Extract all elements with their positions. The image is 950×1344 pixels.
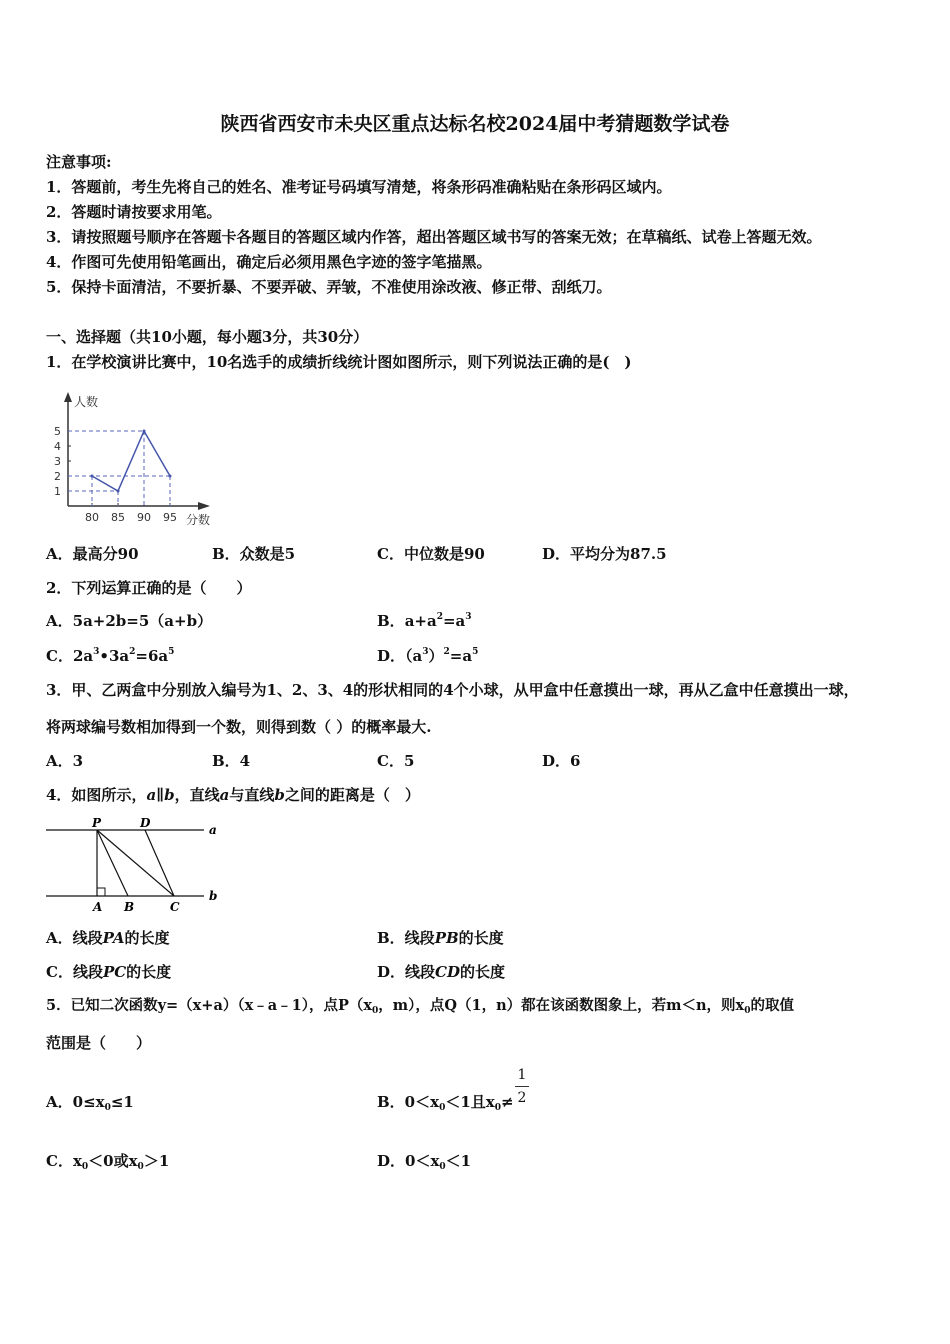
q3-option-a: A．3: [46, 752, 84, 770]
q3-option-b: B．4: [212, 752, 251, 770]
segment-PC: [97, 830, 174, 896]
label-B: B: [124, 900, 135, 914]
q5-option-d: D．$0<x_0<1$: [377, 1152, 472, 1172]
notice-item: 3．请按照题号顺序在答题卡各题目的答题区域内作答，超出答题区域书写的答案无效；在草稿纸、试卷上答题无效。: [46, 228, 822, 246]
x-tick-label: 85: [111, 511, 125, 524]
q5-option-b: B．$0<x_0<1$且$x_0\ne$: [377, 1093, 514, 1113]
question-1-stem: 1．在学校演讲比赛中，10名选手的成绩折线统计图如图所示，则下列说法正确的是( ): [46, 353, 632, 371]
q2-option-a: A．5a+2b=5（a+b）: [46, 612, 213, 630]
q1-option-b: B．众数是5: [212, 545, 296, 563]
question-5-stem: 5．已知二次函数y=（x+a）（x﹣a﹣1），点$P(x_0$，m），点Q（1，n）都在该函数图象上，若m＜n，则$x_0$的取值: [46, 997, 794, 1016]
x-tick-label: 95: [163, 511, 177, 524]
data-point: [91, 475, 94, 478]
segment-PB: [97, 830, 128, 896]
series-line: [92, 431, 170, 491]
x-tick-label: 80: [85, 511, 99, 524]
notice-item: 1．答题前，考生先将自己的姓名、准考证号码填写清楚，将条形码准确粘贴在条形码区域内。: [46, 178, 672, 196]
q4-option-c: C．线段PC的长度: [46, 963, 172, 981]
q2-option-c: C．$2a^3•3a^2=6a^5$: [46, 647, 175, 665]
notice-item: 2．答题时请按要求用笔。: [46, 203, 222, 221]
chart-xlabel: 分数: [186, 513, 211, 527]
fraction-denominator: 2: [517, 1090, 527, 1106]
q4-option-a: A．线段PA的长度: [46, 929, 170, 947]
q3-option-d: D．6: [542, 752, 581, 770]
section-heading: 一、选择题（共10小题，每小题3分，共30分）: [46, 328, 369, 346]
x-axis-arrow: [198, 502, 210, 510]
notice-heading: 注意事项:: [46, 153, 112, 171]
label-C: C: [170, 900, 180, 914]
y-tick-label: 4: [54, 440, 61, 453]
y-tick-label: 5: [54, 425, 61, 438]
y-axis-arrow: [64, 392, 72, 402]
question-3-stem: 3．甲、乙两盒中分别放入编号为1、2、3、4的形状相同的4个小球，从甲盒中任意摸出一球，再从乙盒中任意摸出一球，: [46, 681, 859, 699]
q1-option-d: D．平均分为87.5: [542, 545, 667, 563]
label-P: P: [92, 816, 102, 830]
page-title: 陕西省西安市未央区重点达标名校2024届中考猜题数学试卷: [220, 113, 730, 135]
fraction-numerator: 1: [517, 1067, 527, 1083]
question-4-stem: 4．如图所示，a∥b，直线a与直线b之间的距离是（ ）: [46, 786, 420, 804]
q1-option-a: A．最高分90: [46, 545, 139, 563]
q5-option-c: C．$x_0<0$或$x_0>1$: [46, 1152, 170, 1172]
notice-item: 4．作图可先使用铅笔画出，确定后必须用黑色字迹的签字笔描黑。: [46, 253, 492, 271]
q3-option-c: C．5: [377, 752, 415, 770]
q2-option-d: D．$(a^3)^2=a^5$: [377, 647, 479, 665]
label-a: a: [209, 823, 217, 837]
notice-item: 5．保持卡面清洁，不要折暴、不要弄破、弄皱，不准使用涂改液、修正带、刮纸刀。: [46, 278, 612, 296]
q1-option-c: C．中位数是90: [377, 545, 485, 563]
data-point: [143, 430, 146, 433]
label-D: D: [140, 816, 151, 830]
parallel-lines-figure: [46, 815, 226, 914]
question-3-stem-cont: 将两球编号数相加得到一个数，则得到数（ ）的概率最大.: [46, 718, 432, 736]
q5-option-a: A．$0\le x_0\le 1$: [46, 1093, 134, 1113]
segment-CD: [145, 830, 174, 896]
q2-option-b: B．$a+a^2=a^3$: [377, 612, 472, 630]
data-point: [169, 475, 172, 478]
right-angle-mark: [97, 888, 105, 896]
q4-option-d: D．线段CD的长度: [377, 963, 505, 981]
label-A: A: [93, 900, 103, 914]
y-tick-label: 2: [54, 470, 61, 483]
q4-option-b: B．线段PB的长度: [377, 929, 504, 947]
fraction-one-half: [515, 1066, 529, 1107]
chart-ylabel: 人数: [74, 395, 99, 409]
data-point: [117, 490, 120, 493]
line-chart: [50, 388, 220, 528]
x-tick-label: 90: [137, 511, 151, 524]
y-tick-label: 3: [54, 455, 61, 468]
question-5-stem-cont: 范围是（ ）: [46, 1034, 152, 1052]
label-b: b: [209, 889, 218, 903]
question-2-stem: 2．下列运算正确的是（ ）: [46, 579, 252, 597]
y-tick-label: 1: [54, 485, 61, 498]
